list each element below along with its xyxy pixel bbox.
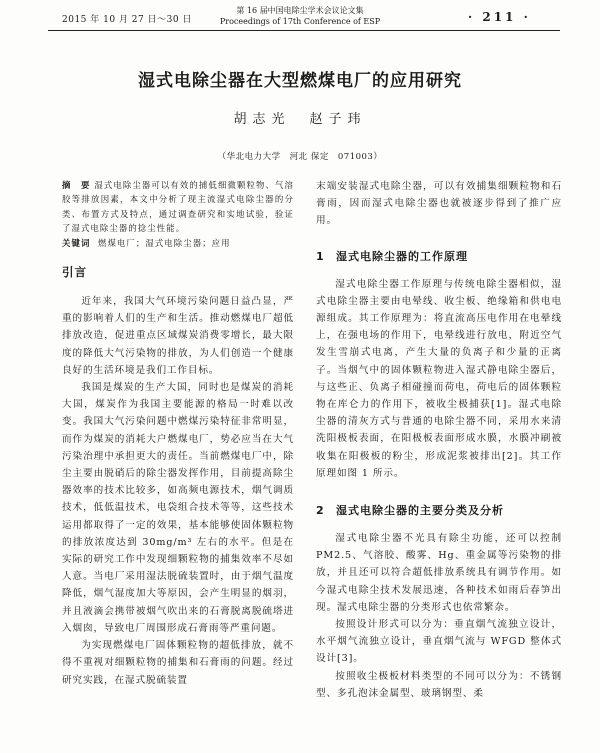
spacer <box>316 518 562 530</box>
spacer <box>62 250 294 264</box>
conference-title-en: Proceedings of 17th Conference of ESP <box>219 17 381 26</box>
section-2-title: 湿式电除尘器的主要分类及分析 <box>336 504 504 518</box>
section-1-paragraph-1: 湿式电除尘器工作原理与传统电除尘器相似，湿式电除尘器主要由电晕线、收尘板、绝缘箱和供电电源组成。其工作原理为：将直流高压电作用在电晕线上，在强电场的作用下，电晕线进行放电，附近空气发生雪崩式电离，产生大量的负离子和少量的正离子。当烟气中的固体颗粒物进入湿式静电除尘器后，与这些正、负离子相碰撞而荷电，荷电后的固体颗粒物在库仑力的作用下，被收尘极捕获[1]。湿式电除尘器的清灰方式与普通的电除尘器不同，采用水来清洗阳极板表面，在阳极板表面形成水膜，水膜冲刷被收集在阳极板的粉尘，形成泥浆被排出[2]。其工作原理如图 1 所示。 <box>316 278 562 479</box>
intro-paragraph-2: 我国是煤炭的生产大国，同时也是煤炭的消耗大国，煤炭作为我国主要能源的格局一时难以改变。我国大气污染问题中燃煤污染特征非常明显，而作为煤炭的消耗大户燃煤电厂，势必应当在大气污染治理中承担更大的责任。当前燃煤电厂中，除尘主要由脱硝后的除尘器发挥作用，目前提高除尘器效率的技术比较多，如高频电源技术，烟气调质技术，低低温技术，电袋组合技术等等，这些技术运用都取得了一定的效果，基本能够使固体颗粒物的排放浓度达到 30mg/m³ 左右的水平。但是在实际的研究工作中发现细颗粒物的捕集效率不尽如人意。当电厂采用湿法脱硫装置时，由于烟气温度降低，烟气湿度加大等原因，会产生明显的烟羽，并且液滴会携带被烟气吹出来的石膏脱离脱硫塔进入烟囱，导致电厂周围形成石膏雨等严重问题。 <box>62 382 294 634</box>
section-2-paragraph-3: 按照收尘极板材料类型的不同可以分为：不锈钢型、多孔泡沫金属型、玻璃钢型、柔 <box>316 670 562 699</box>
section-1-number: 1 <box>316 249 325 263</box>
left-column <box>62 178 294 689</box>
right-column <box>316 178 562 702</box>
section-1-heading <box>316 248 562 264</box>
affiliation: （华北电力大学 河北 保定 071003） <box>217 152 383 162</box>
intro-heading: 引言 <box>62 265 87 280</box>
intro-paragraph-3: 为实现燃煤电厂固体颗粒物的超低排放，就不得不重视对细颗粒物的捕集和石膏雨的问题。经过研究实践，在湿式脱硫装置 <box>62 640 294 686</box>
section-1-title: 湿式电除尘器的工作原理 <box>336 249 468 263</box>
page-number: · 211 · <box>468 10 531 24</box>
intro-paragraph-1: 近年来，我国大气环境污染问题日益凸显，严重的影响着人们的生产和生活。推动燃煤电厂超低排放改造，促进重点区域煤炭消费零增长，最大限度的降低大气污染物的排放，为人们创造一个健康良好的生活环境是我们工作目标。 <box>62 296 294 376</box>
abstract-text: 湿式电除尘器可以有效的捕低细微颗粒物、气溶胶等排放因素，本文中分析了现主流湿式电除尘器的分类、布置方式及特点，通过调查研究和实地试验，验证了湿式电除尘器的捻尘性能。 <box>62 180 294 234</box>
paper-title: 湿式电除尘器在大型燃煤电厂的应用研究 <box>138 71 462 91</box>
conference-title-cn: 第 16 届中国电除尘学术会议论文集 <box>236 6 364 15</box>
authors: 胡志光 赵子玮 <box>233 112 367 127</box>
intro-continuation: 末端安装湿式电除尘器，可以有效捕集细颗粒物和石膏雨，因而湿式电除尘器也就被逐步得到了推广应用。 <box>316 181 562 227</box>
header-rule <box>48 30 560 31</box>
section-2-paragraph-2: 按照设计形式可以分为：垂直烟气流独立设计，水平烟气流独立设计，垂直烟气流与 WFGD 整体式设计[3]。 <box>316 619 562 665</box>
section-2-heading <box>316 502 562 518</box>
keywords-text: 燃煤电厂；湿式电除尘器；应用 <box>97 237 231 248</box>
abstract <box>62 178 294 236</box>
keywords <box>62 236 294 250</box>
section-2-paragraph-1: 湿式电除尘器不光具有除尘功能，还可以控制 PM2.5、气溶胶、酸雾、Hg、重金属等污染物的排放，并且还可以符合超低排放系统具有调节作用。如今湿式电除尘技术发展迅速，各种技术如雨后春笋出现。湿式电除尘器的分类形式也依常繁杂。 <box>316 533 562 613</box>
header-date: 2015 年 10 月 27 日～30 日 <box>62 15 192 25</box>
keywords-label: 关键词 <box>62 237 91 248</box>
section-2-number: 2 <box>316 504 325 518</box>
spacer <box>316 230 562 248</box>
spacer <box>62 280 294 293</box>
spacer <box>316 482 562 502</box>
abstract-label: 摘 要 <box>62 180 91 190</box>
spacer <box>316 264 562 276</box>
